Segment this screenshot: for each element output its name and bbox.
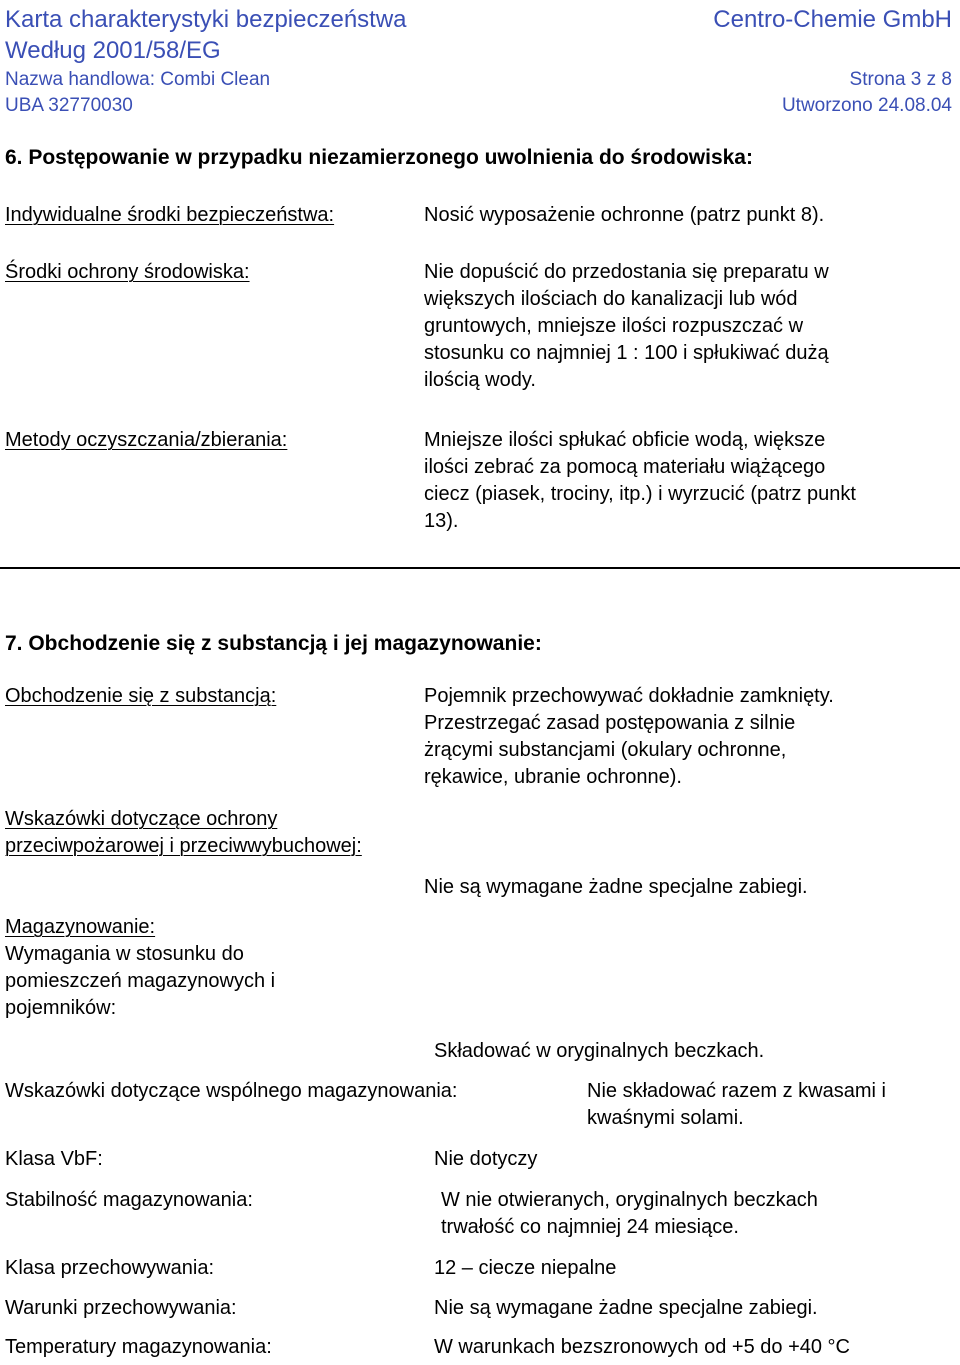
label-handling: Obchodzenie się z substancją: xyxy=(5,685,277,707)
document-title: Karta charakterystyki bezpieczeństwa xyxy=(5,6,407,33)
label-personal-protection: Indywidualne środki bezpieczeństwa: xyxy=(5,204,335,226)
text-line: stosunku co najmniej 1 : 100 i spłukiwać dużą xyxy=(424,342,829,364)
text-line: Nie dopuścić do przedostania się preparatu w xyxy=(424,261,829,283)
label-storage-conditions: Warunki przechowywania: xyxy=(5,1297,237,1319)
regulation: Według 2001/58/EG xyxy=(5,37,221,64)
created-date: Utworzono 24.08.04 xyxy=(781,95,952,116)
label-storage-temperature: Temperatury magazynowania: xyxy=(5,1336,272,1358)
text-line: trwałość co najmniej 24 miesiące. xyxy=(441,1216,739,1238)
value-vbf-class: Nie dotyczy xyxy=(434,1148,538,1170)
text-line: Nie składować razem z kwasami i xyxy=(587,1080,886,1102)
label-joint-storage: Wskazówki dotyczące wspólnego magazynowania: xyxy=(5,1080,458,1102)
text-line: ciecz (piasek, trociny, itp.) i wyrzucić (patrz punkt xyxy=(424,483,856,505)
text-line: żrącymi substancjami (okulary ochronne, xyxy=(424,739,787,761)
value-storage: Składować w oryginalnych beczkach. xyxy=(434,1040,765,1062)
value-storage-stability xyxy=(441,1187,818,1241)
page-number: Strona 3 z 8 xyxy=(849,69,952,90)
value-environment-protection xyxy=(424,259,829,394)
label-storage: Magazynowanie: xyxy=(5,916,156,938)
text-line: 13). xyxy=(424,510,459,532)
text-line: przeciwpożarowej i przeciwwybuchowej: xyxy=(5,835,362,857)
uba-number: UBA 32770030 xyxy=(5,95,133,116)
label-fire-protection xyxy=(5,806,362,860)
text-line: gruntowych, mniejsze ilości rozpuszczać w xyxy=(424,315,804,337)
text-line: rękawice, ubranie ochronne). xyxy=(424,766,682,788)
storage-block xyxy=(5,914,275,1022)
value-personal-protection: Nosić wyposażenie ochronne (patrz punkt 8). xyxy=(424,204,825,226)
value-storage-class: 12 – ciecze niepalne xyxy=(434,1257,617,1279)
product-name: Nazwa handlowa: Combi Clean xyxy=(5,69,271,90)
value-storage-temperature: W warunkach bezszronowych od +5 do +40 °C xyxy=(434,1336,850,1358)
text-line: W nie otwieranych, oryginalnych beczkach xyxy=(441,1189,818,1211)
text-line: ilością wody. xyxy=(424,369,536,391)
text-line: ilości zebrać za pomocą materiału wiążącego xyxy=(424,456,826,478)
label-environment-protection: Środki ochrony środowiska: xyxy=(5,261,250,283)
company-name: Centro-Chemie GmbH xyxy=(713,6,952,33)
value-fire-protection: Nie są wymagane żadne specjalne zabiegi. xyxy=(424,876,808,898)
text-line: pomieszczeń magazynowych i xyxy=(5,970,276,992)
text-line: Przestrzegać zasad postępowania z silnie xyxy=(424,712,796,734)
section-divider xyxy=(0,567,960,569)
text-line: pojemników: xyxy=(5,997,117,1019)
text-line: Mniejsze ilości spłukać obficie wodą, większe xyxy=(424,429,826,451)
value-storage-conditions: Nie są wymagane żadne specjalne zabiegi. xyxy=(434,1297,818,1319)
label-vbf-class: Klasa VbF: xyxy=(5,1148,103,1170)
text-line: Pojemnik przechowywać dokładnie zamknięty. xyxy=(424,685,834,707)
value-handling xyxy=(424,683,834,791)
value-joint-storage xyxy=(587,1078,886,1132)
text-line: Wymagania w stosunku do xyxy=(5,943,244,965)
label-storage-class: Klasa przechowywania: xyxy=(5,1257,214,1279)
text-line: większych ilościach do kanalizacji lub wód xyxy=(424,288,798,310)
section-6-heading: 6. Postępowanie w przypadku niezamierzonego uwolnienia do środowiska: xyxy=(5,146,753,169)
section-7-heading: 7. Obchodzenie się z substancją i jej magazynowanie: xyxy=(5,632,542,655)
text-line: Wskazówki dotyczące ochrony xyxy=(5,808,278,830)
text-line: kwaśnymi solami. xyxy=(587,1107,744,1129)
label-storage-stability: Stabilność magazynowania: xyxy=(5,1189,253,1211)
label-cleanup-methods: Metody oczyszczania/zbierania: xyxy=(5,429,288,451)
value-cleanup-methods xyxy=(424,427,856,535)
